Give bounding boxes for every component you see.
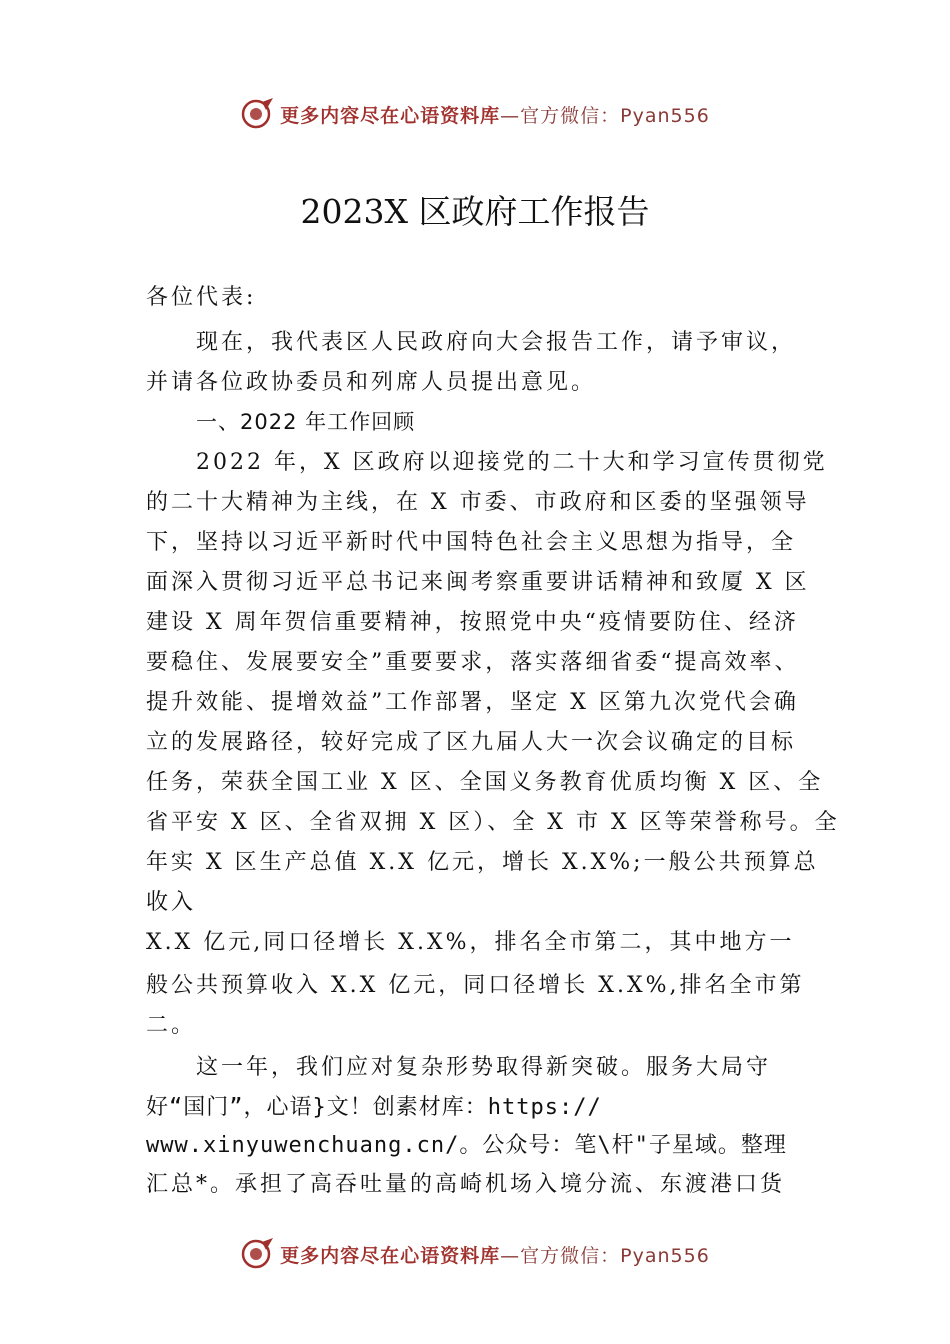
paragraph-line: 立的发展路径，较好完成了区九届人大一次会议确定的目标 (146, 730, 797, 755)
watermark-banner-top (0, 94, 950, 134)
paragraph-line: 并请各位政协委员和列席人员提出意见。 (146, 370, 597, 395)
paragraph-line: 的二十大精神为主线，在 X 市委、市政府和区委的坚强领导 (146, 490, 810, 515)
paragraph-line: 这一年，我们应对复杂形势取得新突破。服务大局守 (196, 1055, 772, 1080)
paragraph-line: 建设 X 周年贺信重要精神，按照党中央“疫情要防住、经济 (146, 610, 799, 635)
watermark-rest-text: —官方微信：Pyan556 (500, 1244, 710, 1267)
paragraph-line: 2022 年，X 区政府以迎接党的二十大和学习宣传贯彻党 (196, 450, 828, 475)
pen-logo-icon (240, 96, 276, 132)
paragraph-line: 任务，荣获全国工业 X 区、全国义务教育优质均衡 X 区、全 (146, 770, 824, 795)
paragraph-line: 下，坚持以习近平新时代中国特色社会主义思想为指导，全 (146, 530, 797, 555)
watermark-rest-text: —官方微信：Pyan556 (500, 104, 710, 127)
paragraph-line: 汇总*。承担了高吞吐量的高崎机场入境分流、东渡港口货 (146, 1172, 786, 1197)
document-title: 2023X 区政府工作报告 (300, 192, 650, 231)
watermark-main-text: 更多内容尽在心语资料库 (280, 104, 501, 127)
watermark-main-text: 更多内容尽在心语资料库 (280, 1244, 501, 1267)
paragraph-line: 面深入贯彻习近平总书记来闽考察重要讲话精神和致厦 X 区 (146, 570, 810, 595)
paragraph-line: 收入 (146, 890, 197, 915)
paragraph-line: 二。 (146, 1013, 197, 1038)
paragraph-line: 要稳住、发展要安全”重要要求，落实落细省委“提高效率、 (146, 650, 800, 675)
paragraph-line: 省平安 X 区、全省双拥 X 区）、全 X 市 X 区等荣誉称号。全 (146, 810, 840, 835)
paragraph-line: X.X 亿元,同口径增长 X.X%，排名全市第二，其中地方一 (146, 930, 795, 955)
paragraph-line: 年实 X 区生产总值 X.X 亿元，增长 X.X%;一般公共预算总 (146, 850, 819, 875)
paragraph-line: 现在，我代表区人民政府向大会报告工作，请予审议， (196, 330, 797, 355)
paragraph-line: www.xinyuwenchuang.cn/。公众号：笔\杆"子星域。整理 (146, 1133, 787, 1158)
section-heading: 一、2022 年工作回顾 (196, 410, 416, 434)
salutation: 各位代表: (146, 285, 257, 310)
paragraph-line: 好“国门”，心语}文！创素材库：https:// (146, 1095, 602, 1120)
paragraph-line: 般公共预算收入 X.X 亿元，同口径增长 X.X%,排名全市第 (146, 973, 805, 998)
paragraph-line: 提升效能、提增效益”工作部署，坚定 X 区第九次党代会确 (146, 690, 799, 715)
watermark-banner-bottom (0, 1234, 950, 1274)
pen-logo-icon (240, 1236, 276, 1272)
